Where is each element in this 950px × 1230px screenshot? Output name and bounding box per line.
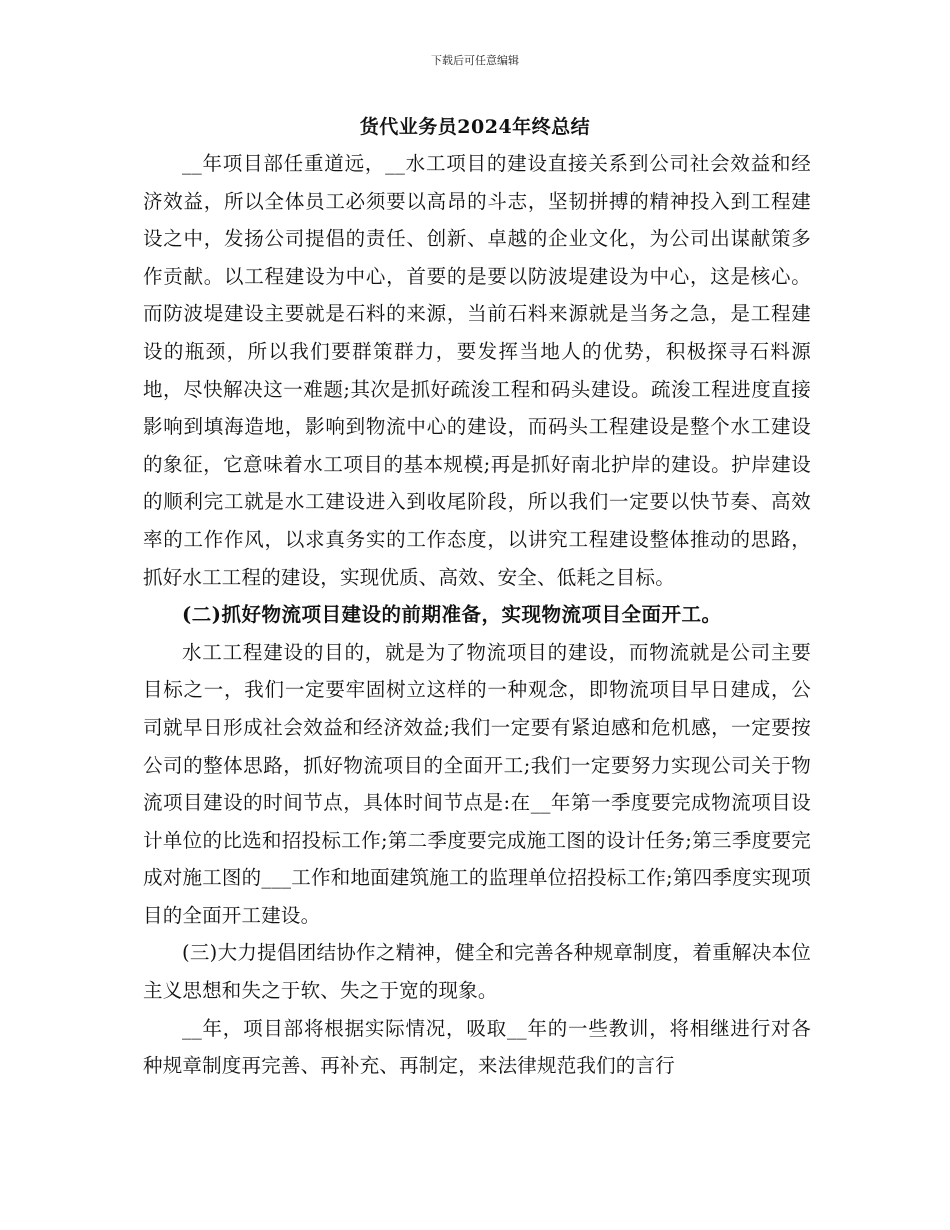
document-body (143, 145, 811, 1085)
paragraph-rules: __年，项目部将根据实际情况，吸取__年的一些教训，将相继进行对各种规章制度再完善、再补充、再制定，来法律规范我们的言行 (143, 1016, 811, 1078)
paragraph-logistics: 水工工程建设的目的，就是为了物流项目的建设，而物流就是公司主要目标之一，我们一定要牢固树立这样的一种观念，即物流项目早日建成，公司就早日形成社会效益和经济效益;我们一定要有紧迫感和危机感，一定要按公司的整体思路，抓好物流项目的全面开工;我们一定要努力实现公司关于物流项目建设的时间节点，具体时间节点是:在__年第一季度要完成物流项目设计单位的比选和招投标工作;第二季度要完成施工图的设计任务;第三季度要完成对施工图的___工作和地面建筑施工的监理单位招投标工作;第四季度实现项目的全面开工建设。 (143, 640, 811, 927)
paragraph-teamwork: (三)大力提倡团结协作之精神，健全和完善各种规章制度，着重解决本位主义思想和失之于软、失之于宽的现象。 (143, 941, 811, 1003)
section-heading-logistics: (二)抓好物流项目建设的前期准备，实现物流项目全面开工。 (182, 603, 722, 627)
paragraph-water-project: __年项目部任重道远，__水工项目的建设直接关系到公司社会效益和经济效益，所以全体员工必须要以高昂的斗志，坚韧拼搏的精神投入到工程建设之中，发扬公司提倡的责任、创新、卓越的企业文化，为公司出谋献策多作贡献。以工程建设为中心，首要的是要以防波堤建设为中心，这是核心。而防波堤建设主要就是石料的来源，当前石料来源就是当务之急，是工程建设的瓶颈，所以我们要群策群力，要发挥当地人的优势，积极探寻石料源地，尽快解决这一难题;其次是抓好疏浚工程和码头建设。疏浚工程进度直接影响到填海造地，影响到物流中心的建设，而码头工程建设是整个水工建设的象征，它意味着水工项目的基本规模;再是抓好南北护岸的建设。护岸建设的顺利完工就是水工建设进入到收尾阶段，所以我们一定要以快节奏、高效率的工作作风，以求真务实的工作态度，以讲究工程建设整体推动的思路，抓好水工工程的建设，实现优质、高效、安全、低耗之目标。 (143, 152, 811, 589)
document-title: 货代业务员2024年终总结 (359, 116, 591, 138)
header-note: 下载后可任意编辑 (431, 54, 519, 67)
